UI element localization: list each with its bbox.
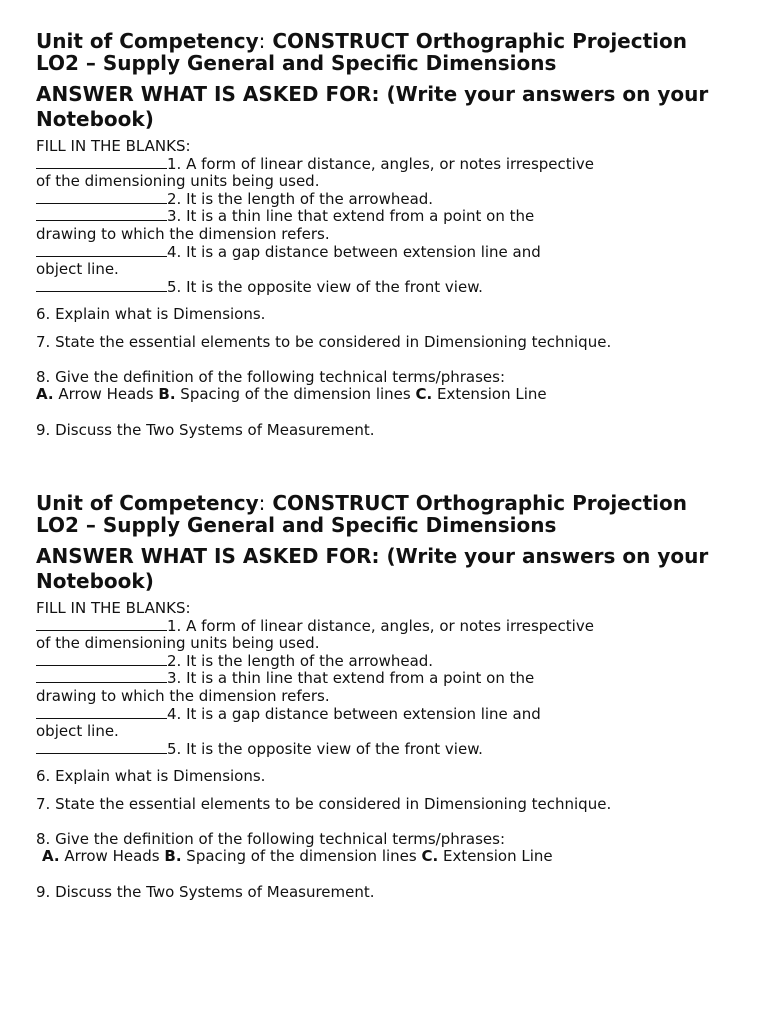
fill-in-the-blanks (36, 138, 748, 296)
blank-item-text: 3. It is a thin line that extend from a point on the (167, 669, 535, 688)
unit-title: CONSTRUCT Orthographic Projection (265, 29, 687, 53)
answer-blank (36, 244, 167, 257)
term-b-text: Spacing of the dimension lines (175, 385, 416, 404)
answer-blank (36, 653, 167, 666)
term-c-text: Extension Line (432, 385, 547, 404)
answer-blank (36, 191, 167, 204)
question-6: 6. Explain what is Dimensions. (36, 305, 266, 324)
blank-item-text: 4. It is a gap distance between extension line and (167, 242, 541, 261)
blank-item-2 (36, 653, 748, 671)
term-a-text: Arrow Heads (53, 385, 159, 404)
blank-item-text-cont: drawing to which the dimension refers. (36, 224, 330, 243)
term-a-label: A. (42, 847, 60, 866)
unit-label: Unit of Competency (36, 29, 259, 53)
answer-blank (36, 618, 167, 631)
term-c-label: C. (415, 385, 433, 404)
blank-item-text: 4. It is a gap distance between extension line and (167, 704, 541, 723)
worksheet-section-2 (36, 492, 748, 901)
question-7: 7. State the essential elements to be considered in Dimensioning technique. (36, 332, 612, 351)
term-b-text: Spacing of the dimension lines (181, 847, 422, 866)
learning-outcome-heading: LO2 – Supply General and Specific Dimensions (36, 513, 557, 537)
question-8-terms (36, 386, 748, 404)
term-a-text: Arrow Heads (59, 847, 165, 866)
blank-item-1 (36, 156, 748, 191)
term-b-label: B. (158, 385, 176, 404)
blank-item-text-cont: drawing to which the dimension refers. (36, 686, 330, 705)
unit-title: CONSTRUCT Orthographic Projection (265, 491, 687, 515)
blank-item-3 (36, 208, 748, 243)
answer-blank (36, 670, 167, 683)
unit-of-competency-heading (36, 30, 748, 52)
fill-heading: FILL IN THE BLANKS: (36, 137, 191, 155)
blank-item-4 (36, 244, 748, 279)
term-a-label: A. (36, 385, 54, 404)
blank-item-text-cont: of the dimensioning units being used. (36, 172, 320, 191)
unit-label: Unit of Competency (36, 491, 259, 515)
question-9: 9. Discuss the Two Systems of Measurement. (36, 882, 375, 901)
answer-blank (36, 279, 167, 292)
term-c-label: C. (421, 847, 439, 866)
blank-item-text: 2. It is the length of the arrowhead. (167, 651, 434, 670)
answer-blank (36, 208, 167, 221)
blank-item-text: 2. It is the length of the arrowhead. (167, 189, 434, 208)
blank-item-text-cont: object line. (36, 722, 119, 741)
blank-item-text: 5. It is the opposite view of the front view. (167, 277, 483, 296)
answer-blank (36, 706, 167, 719)
question-8-prompt: 8. Give the definition of the following technical terms/phrases: (36, 829, 506, 848)
instruction-heading: ANSWER WHAT IS ASKED FOR: (Write your answers on your Notebook) (36, 82, 709, 131)
blank-item-text: 1. A form of linear distance, angles, or notes irrespective (167, 616, 594, 635)
term-b-label: B. (164, 847, 182, 866)
blank-item-2 (36, 191, 748, 209)
question-9: 9. Discuss the Two Systems of Measurement. (36, 420, 375, 439)
answer-blank (36, 156, 167, 169)
blank-item-text-cont: object line. (36, 260, 119, 279)
blank-item-text-cont: of the dimensioning units being used. (36, 634, 320, 653)
unit-of-competency-heading (36, 492, 748, 514)
instruction-heading: ANSWER WHAT IS ASKED FOR: (Write your answers on your Notebook) (36, 544, 709, 593)
unit-colon: : (258, 29, 266, 53)
blank-item-1 (36, 618, 748, 653)
answer-blank (36, 741, 167, 754)
question-8 (36, 369, 748, 404)
blank-item-4 (36, 706, 748, 741)
question-8-prompt: 8. Give the definition of the following technical terms/phrases: (36, 367, 506, 386)
question-7: 7. State the essential elements to be considered in Dimensioning technique. (36, 794, 612, 813)
blank-item-5 (36, 279, 748, 297)
worksheet-section-1 (36, 30, 748, 439)
blank-item-5 (36, 741, 748, 759)
fill-in-the-blanks (36, 600, 748, 758)
blank-item-text: 3. It is a thin line that extend from a point on the (167, 207, 535, 226)
question-8 (36, 831, 748, 866)
blank-item-text: 1. A form of linear distance, angles, or notes irrespective (167, 154, 594, 173)
question-6: 6. Explain what is Dimensions. (36, 767, 266, 786)
unit-colon: : (258, 491, 266, 515)
learning-outcome-heading: LO2 – Supply General and Specific Dimensions (36, 51, 557, 75)
question-8-terms (36, 848, 748, 866)
fill-heading: FILL IN THE BLANKS: (36, 599, 191, 617)
blank-item-text: 5. It is the opposite view of the front view. (167, 739, 483, 758)
term-c-text: Extension Line (438, 847, 553, 866)
blank-item-3 (36, 670, 748, 705)
